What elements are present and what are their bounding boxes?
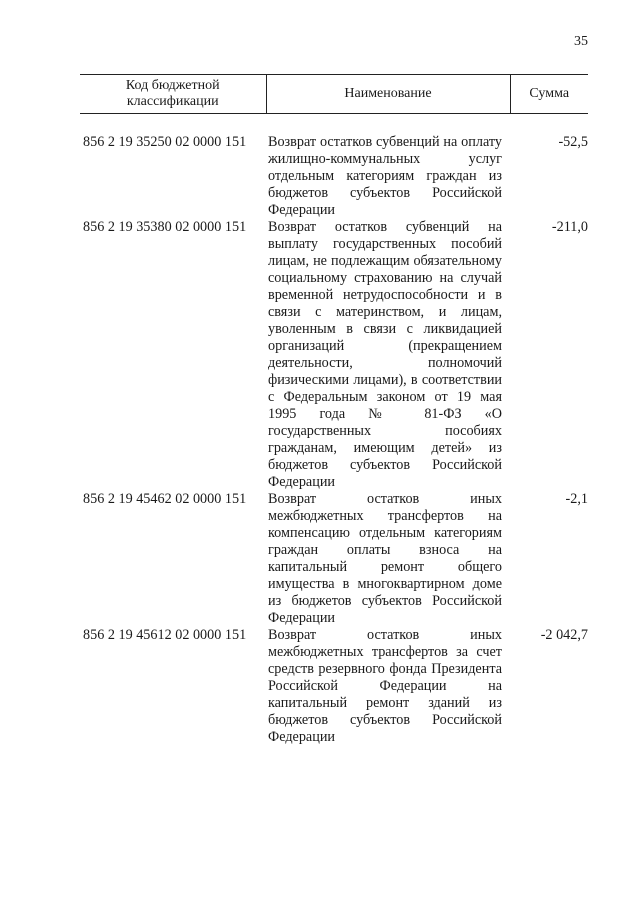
row-name: Возврат остатков субвенций на оплату жилищно-коммунальных услуг отдельным категориям граждан из бюджетов субъектов Российской Федерации (268, 134, 502, 218)
header-sum: Сумма (510, 75, 588, 114)
page-number: 35 (574, 34, 588, 49)
table-spacer (80, 114, 588, 135)
row-code: 856 2 19 35380 02 0000 151 (83, 219, 247, 235)
row-sum: -2,1 (565, 491, 588, 507)
table-row (80, 219, 588, 491)
row-name: Возврат остатков иных межбюджетных трансфертов за счет средств резервного фонда Президента Российской Федерации на капитальный ремонт зданий из бюджетов субъектов Российской Федерации (268, 627, 502, 745)
row-code: 856 2 19 35250 02 0000 151 (83, 134, 247, 150)
table-row (80, 134, 588, 219)
row-name: Возврат остатков иных межбюджетных трансфертов на компенсацию отдельным категориям граждан оплаты взноса на капитальный ремонт общего имущества в многоквартирном доме из бюджетов субъектов Российской Федерации (268, 491, 502, 626)
table-row (80, 627, 588, 746)
row-sum: -211,0 (551, 219, 588, 235)
budget-table (80, 74, 588, 746)
row-name: Возврат остатков субвенций на выплату государственных пособий лицам, не подлежащим обязательному социальному страхованию на случай временной нетрудоспособности и в связи с материнством, и лицам, уволенным в связи с ликвидацией организаций (прекращением деятельности, полномочий физическими лицами), в соответствии с Федеральным законом от 19 мая 1995 года № 81-ФЗ «О государственных пособиях гражданам, имеющим детей» из бюджетов субъектов Российской Федерации (268, 219, 502, 490)
row-sum: -2 042,7 (540, 627, 588, 643)
row-code: 856 2 19 45612 02 0000 151 (83, 627, 247, 643)
row-sum: -52,5 (558, 134, 588, 150)
row-code: 856 2 19 45462 02 0000 151 (83, 491, 247, 507)
table-row (80, 491, 588, 627)
header-name: Наименование (266, 75, 510, 114)
header-code: Код бюджетной классификации (80, 75, 266, 114)
table-header-row (80, 75, 588, 114)
